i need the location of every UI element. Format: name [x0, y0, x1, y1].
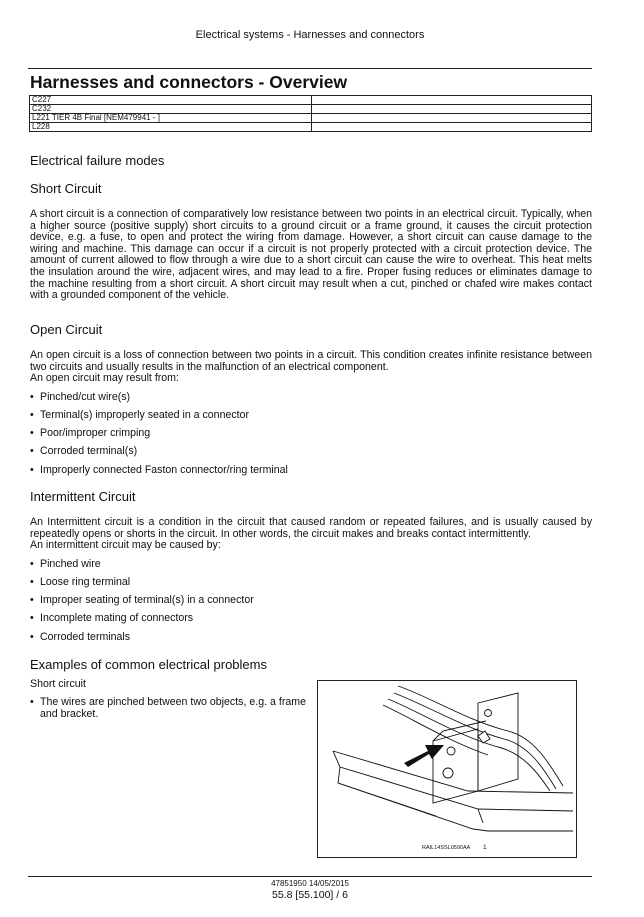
subsection-heading: Open Circuit: [30, 322, 103, 337]
paragraph: An intermittent circuit may be caused by:: [30, 539, 221, 552]
table-row: [30, 114, 592, 123]
title-rule: [28, 68, 592, 69]
footer-doc-id: 47851950 14/05/2015: [271, 879, 349, 888]
subsection-heading: Short Circuit: [30, 181, 102, 196]
bullet-list: [30, 391, 592, 482]
table-cell: [312, 96, 592, 105]
running-header: Electrical systems - Harnesses and connectors: [195, 29, 425, 41]
list-item: • Pinched/cut wire(s): [30, 390, 131, 403]
table-row: [30, 123, 592, 132]
pinched-wire-illustration: [318, 681, 576, 857]
bullet-list: [30, 696, 306, 720]
bullet-list: [30, 558, 592, 649]
paragraph: An Intermittent circuit is a condition in the circuit that caused random or repeated failures, and is usually caused by repeatedly opens or shorts in the circuit. In other words, the circuit makes and breaks contact intermittently.: [30, 516, 592, 540]
table-cell: L228: [30, 123, 312, 132]
list-item: • Loose ring terminal: [30, 575, 131, 588]
list-item: • Pinched wire: [30, 557, 101, 570]
list-item: • Corroded terminals: [30, 630, 131, 643]
open-circuit-section: [30, 322, 592, 482]
figure-id: RAIL14SSL0590AA: [422, 845, 471, 851]
list-item: • Terminal(s) improperly seated in a connector: [30, 408, 250, 421]
short-circuit-section: [30, 181, 592, 302]
section-heading: Electrical failure modes: [30, 153, 165, 168]
intermittent-circuit-section: [30, 489, 592, 649]
list-item: • Poor/improper crimping: [30, 427, 151, 440]
footer-page-number: 55.8 [55.100] / 6: [272, 889, 348, 901]
paragraph: An open circuit is a loss of connection between two points in a circuit. This condition creates infinite resistance between two circuits and usually results in the malfunction of an electrical component.: [30, 349, 592, 373]
table-cell: [312, 114, 592, 123]
paragraph: A short circuit is a connection of comparatively low resistance between two points in an electrical circuit. Typically, when a higher source (positive supply) short circuits to a ground circuit or a frame ground, it causes the circuit protection device, e.g. a fuse, to open and protect the wiring from damage. However, a short circuit can cause damage to the wiring and machine. This damage can occur if a circuit is not properly protected with a circuit protection device. The amount of current allowed to flow through a wire due to a short circuit can cause the wire to overheat. This heat melts the insulation around the wire, adjacent wires, and may lead to a fire. Proper fusing reduces or eliminates damage to the machine resulting from a short circuit. A short circuit may result when a cut, pinched or chafed wire makes contact with a grounded component of the vehicle.: [30, 208, 592, 302]
paragraph: An open circuit may result from:: [30, 372, 179, 385]
failure-modes-section: [30, 153, 592, 168]
list-item: • Corroded terminal(s): [30, 445, 138, 458]
table-cell: C227: [30, 96, 312, 105]
table-cell: [312, 105, 592, 114]
figure-number: 1: [483, 844, 487, 851]
example-subheading: Short circuit: [30, 678, 86, 690]
table-cell: [312, 123, 592, 132]
footer-rule: [28, 876, 592, 877]
list-item: • The wires are pinched between two objects, e.g. a frame and bracket.: [30, 695, 306, 720]
table-row: [30, 96, 592, 105]
table-cell: L221 TIER 4B Final [NEM479941 - ]: [30, 114, 312, 123]
subsection-heading: Examples of common electrical problems: [30, 657, 267, 672]
pinched-wire-figure: [317, 680, 577, 858]
page-title: Harnesses and connectors - Overview: [30, 72, 348, 92]
pointer-arrow-icon: [404, 745, 444, 767]
list-item: • Improperly connected Faston connector/ring terminal: [30, 463, 288, 476]
configuration-table: [29, 95, 592, 132]
subsection-heading: Intermittent Circuit: [30, 489, 136, 504]
table-cell: C232: [30, 105, 312, 114]
list-item: • Improper seating of terminal(s) in a connector: [30, 594, 254, 607]
list-item: • Incomplete mating of connectors: [30, 612, 194, 625]
